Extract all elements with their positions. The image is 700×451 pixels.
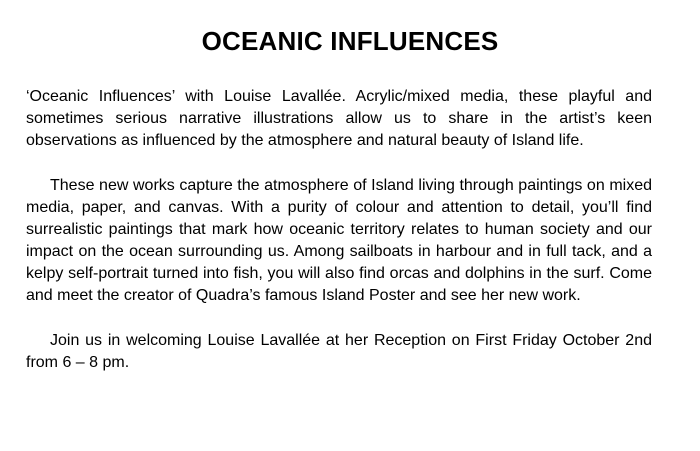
document-title: OCEANIC INFLUENCES <box>201 26 499 56</box>
document-body <box>26 86 652 397</box>
paragraph-works: These new works capture the atmosphere of Island living through paintings on mixed media, paper, and canvas. With a purity of colour and attention to detail, you’ll find surrealistic paintings that mark how oceanic territory relates to human society and our impact on the ocean surrounding us. Among sailboats in harbour and in full tack, and a kelpy self-portrait turned into fish, you will also find orcas and dolphins in the surf. Come and meet the creator of Quadra’s famous Island Poster and see her new work. <box>26 177 652 304</box>
paragraph-intro: ‘Oceanic Influences’ with Louise Lavallée. Acrylic/mixed media, these playful and sometimes serious narrative illustrations allow us to share in the artist’s keen observations as influenced by the atmosphere and natural beauty of Island life. <box>26 88 652 149</box>
paragraph-reception: Join us in welcoming Louise Lavallée at her Reception on First Friday October 2nd from 6 – 8 pm. <box>26 332 652 371</box>
